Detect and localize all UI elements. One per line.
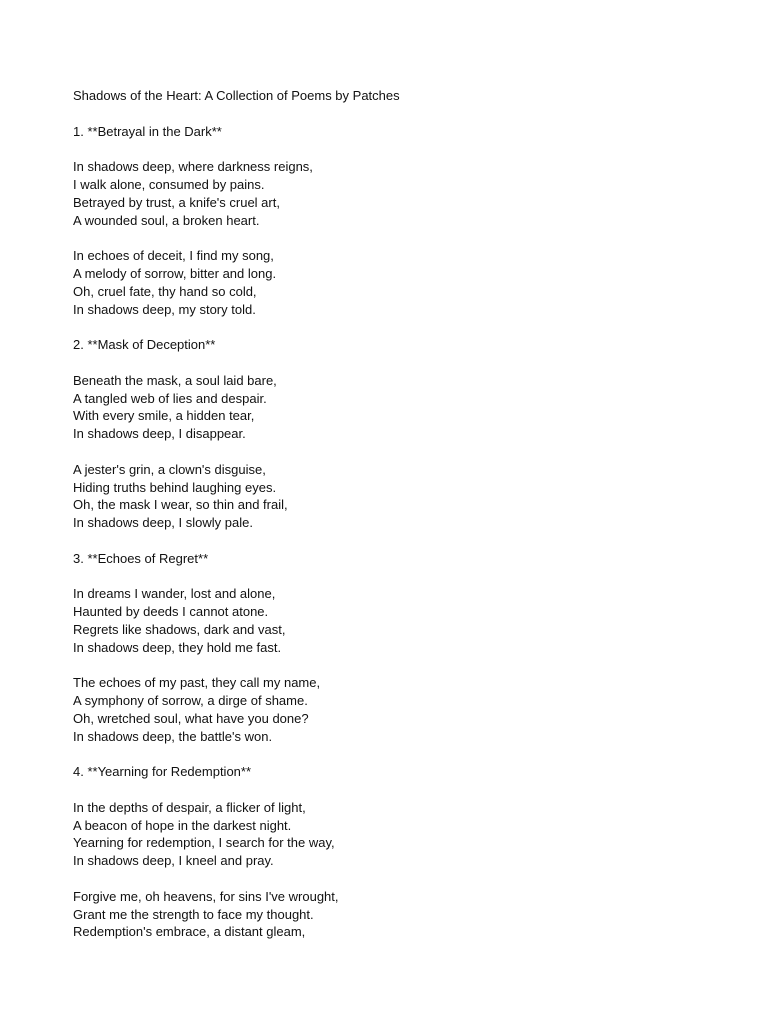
poem-line: Oh, cruel fate, thy hand so cold, [73,283,257,299]
poem-line: In shadows deep, I disappear. [73,426,246,442]
poem-heading: 1. **Betrayal in the Dark** [73,123,222,139]
spacer [73,318,713,336]
document-title: Shadows of the Heart: A Collection of Poems by Patches [73,88,400,103]
poem-line: Regrets like shadows, dark and vast, [73,621,286,637]
poem-line: The echoes of my past, they call my name, [73,675,321,691]
spacer [73,140,713,158]
poem-line: Oh, the mask I wear, so thin and frail, [73,497,288,513]
poem-line: Redemption's embrace, a distant gleam, [73,924,306,940]
poem-line: Beneath the mask, a soul laid bare, [73,372,277,388]
poem-heading: 3. **Echoes of Regret** [73,550,209,566]
poem-line: Betrayed by trust, a knife's cruel art, [73,194,280,210]
poem-line: In shadows deep, my story told. [73,301,256,317]
poem-line: In echoes of deceit, I find my song, [73,248,274,264]
poem-line: Yearning for redemption, I search for the way, [73,835,335,851]
poem-line: In shadows deep, where darkness reigns, [73,159,313,175]
poem-line: In dreams I wander, lost and alone, [73,586,276,602]
poem-line: In shadows deep, I slowly pale. [73,515,253,531]
spacer [73,657,713,675]
poem-line: In shadows deep, the battle's won. [73,728,273,744]
poem-line: Forgive me, oh heavens, for sins I've wrought, [73,888,339,904]
poem-line: A tangled web of lies and despair. [73,390,267,406]
spacer [73,105,713,123]
poem-line: In shadows deep, I kneel and pray. [73,853,274,869]
spacer [73,781,713,799]
spacer [73,532,713,550]
poem-line: In the depths of despair, a flicker of light, [73,799,306,815]
poem-line: A symphony of sorrow, a dirge of shame. [73,693,308,709]
poem-line: Grant me the strength to face my thought. [73,906,314,922]
poem-line: In shadows deep, they hold me fast. [73,639,282,655]
poem-line: Oh, wretched soul, what have you done? [73,710,309,726]
poem-line: A beacon of hope in the darkest night. [73,817,292,833]
spacer [73,568,713,586]
poem-line: A wounded soul, a broken heart. [73,212,260,228]
spacer [73,443,713,461]
poem-line: Haunted by deeds I cannot atone. [73,604,269,620]
poem-heading: 4. **Yearning for Redemption** [73,764,252,780]
poem-line: I walk alone, consumed by pains. [73,176,265,192]
poem-line: With every smile, a hidden tear, [73,408,255,424]
spacer [73,229,713,247]
document-page [73,87,713,941]
poem-line: Hiding truths behind laughing eyes. [73,479,277,495]
poem-line: A jester's grin, a clown's disguise, [73,461,266,477]
spacer [73,354,713,372]
poem-heading: 2. **Mask of Deception** [73,337,216,353]
poem-line: A melody of sorrow, bitter and long. [73,265,277,281]
spacer [73,870,713,888]
spacer [73,745,713,763]
